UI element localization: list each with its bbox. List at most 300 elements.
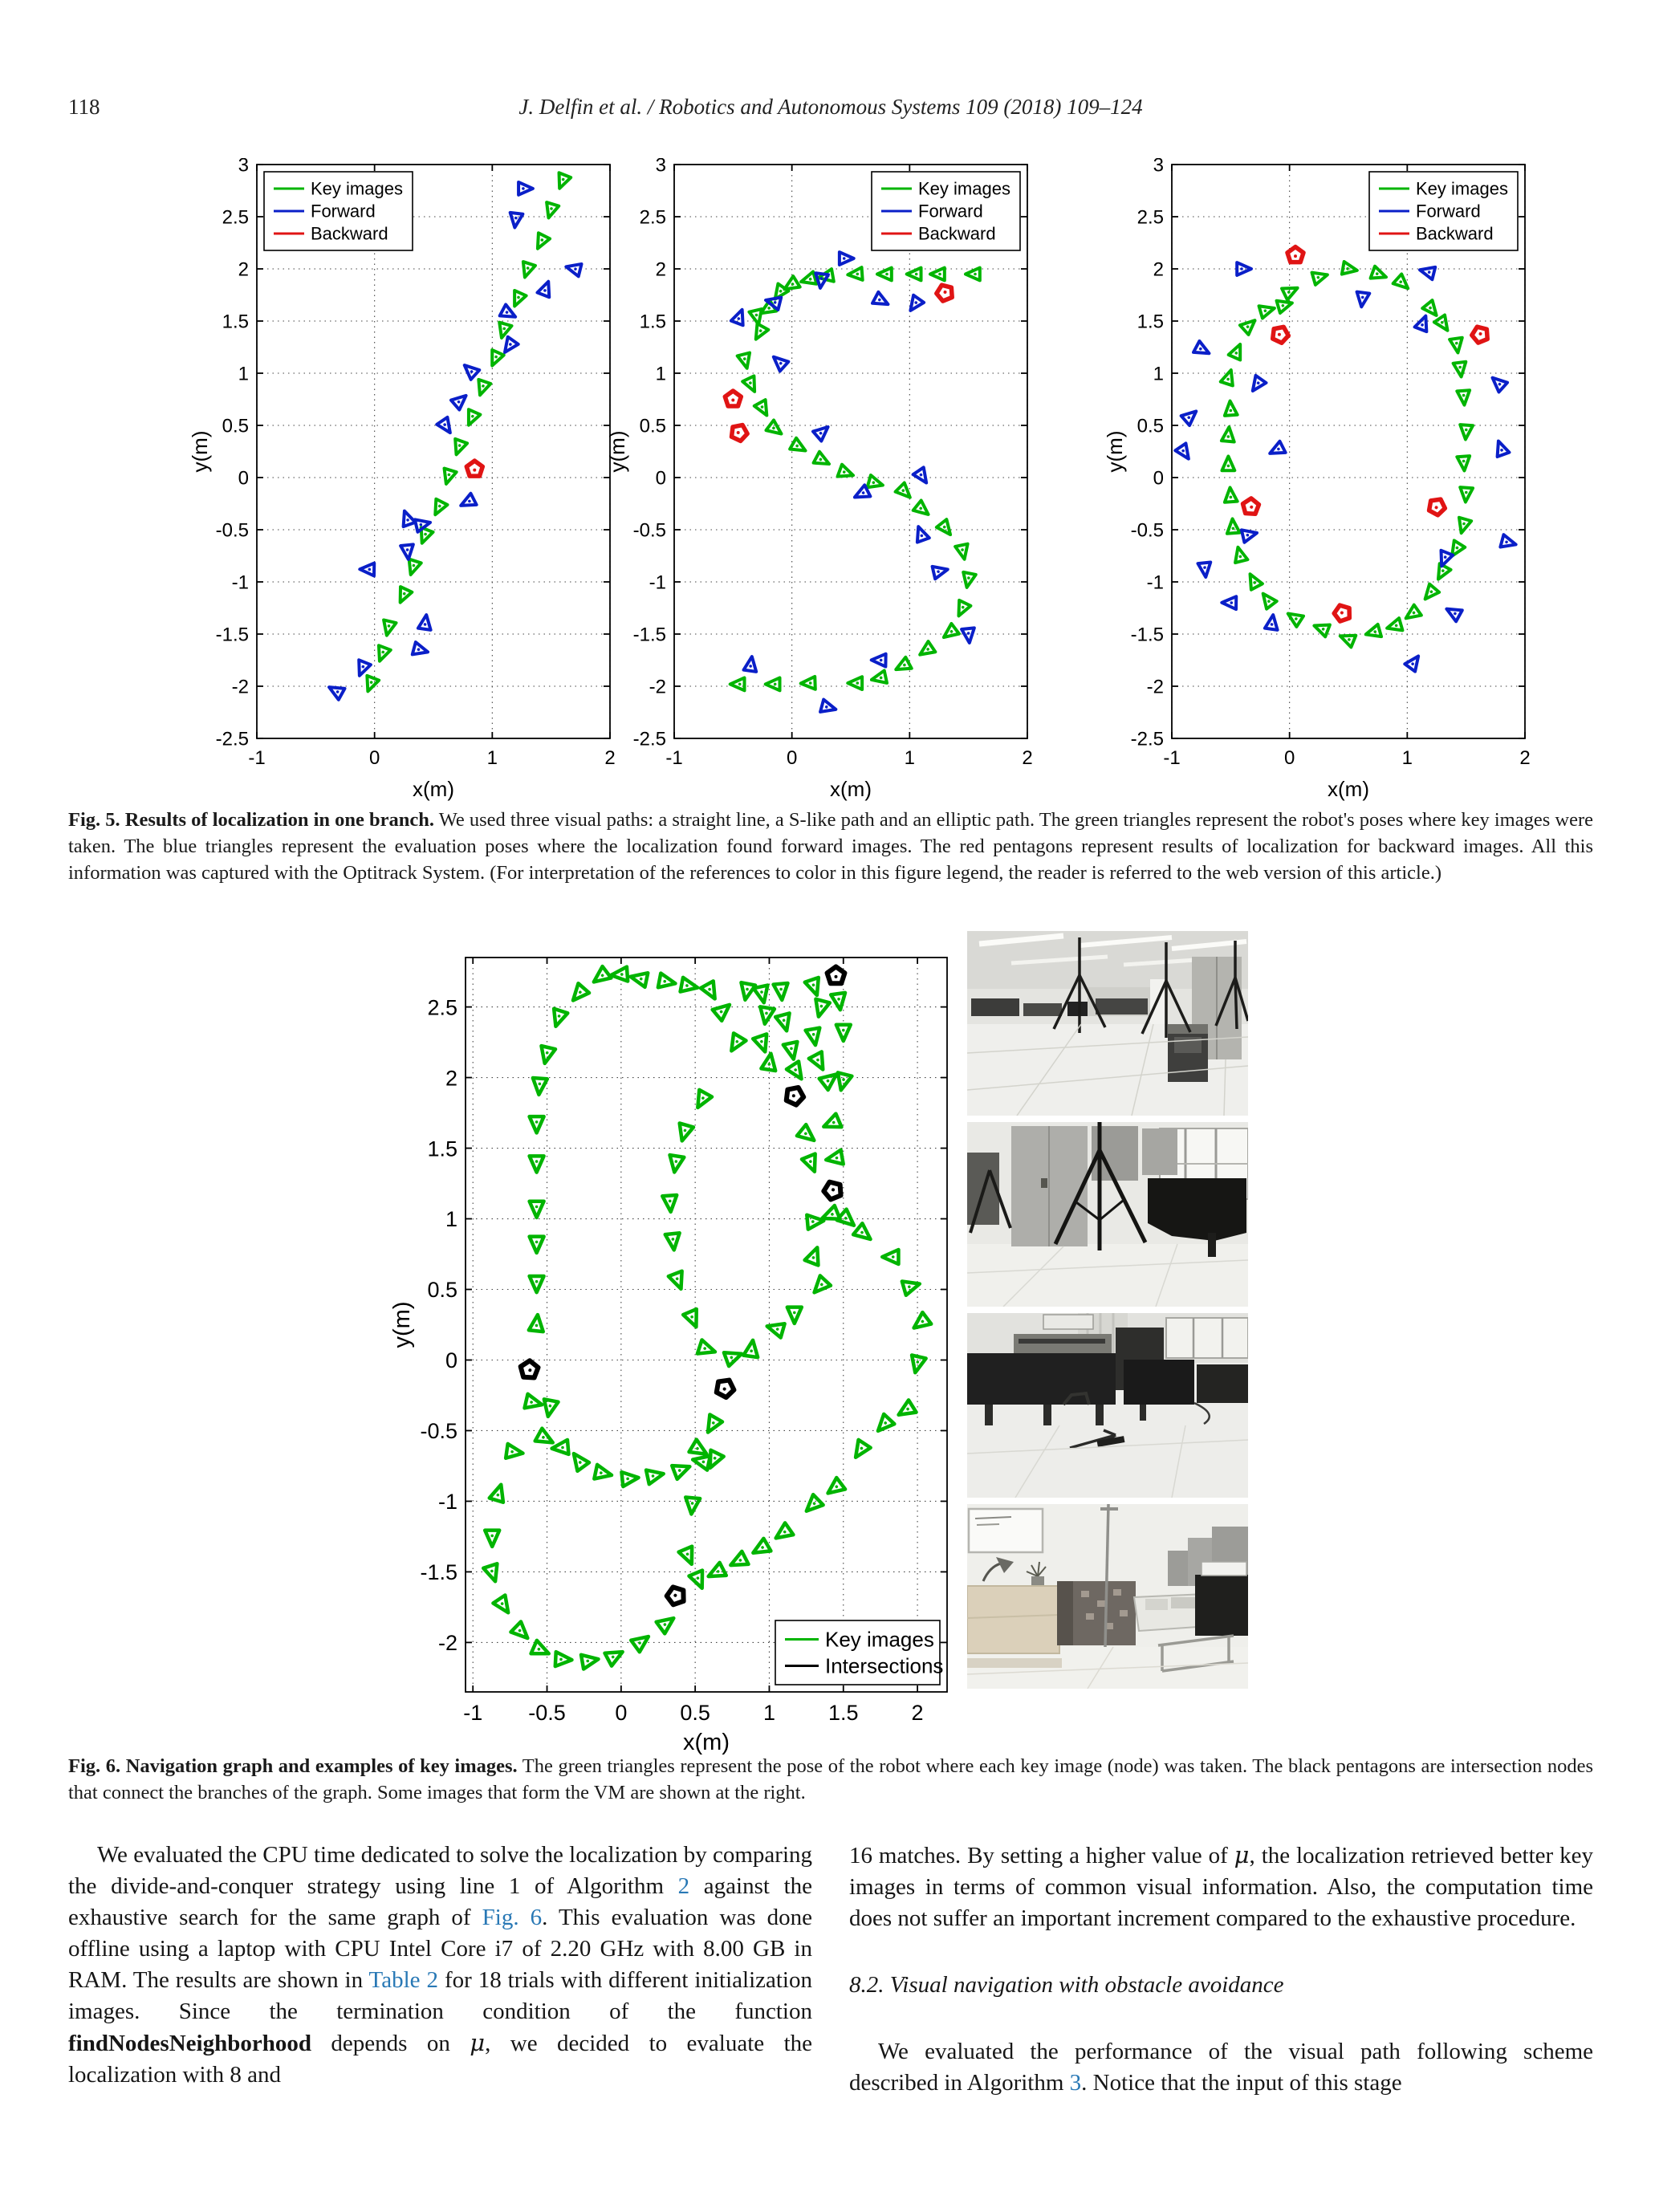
chart-marker-triangle [913,501,933,520]
chart-marker-triangle [697,1340,718,1358]
fig6-photo-lab-room-wide [967,931,1248,1116]
y-tick-label: -2.5 [215,728,249,750]
chart-marker-pentagon [1426,495,1448,516]
body-column-left [68,1840,812,2091]
chart-marker-triangle [962,628,976,643]
y-axis-label: y(m) [389,1301,415,1348]
fig6-navigation-graph-canvas [377,951,963,1756]
y-tick-label: -0.5 [215,519,249,542]
chart-marker-triangle [681,978,699,995]
y-tick-label: -1.5 [215,624,249,646]
chart-marker-triangle [621,1470,639,1486]
y-tick-label: -2 [1146,676,1164,698]
chart-marker-triangle [774,983,790,1001]
chart-marker-triangle [1459,487,1473,502]
chart-marker-triangle [458,494,477,511]
chart-marker-triangle [530,1156,544,1172]
chart-marker-triangle [907,268,921,281]
fig6-photo-lounge-room [967,1504,1248,1689]
photo-lab-room-art [967,931,1248,1116]
fig6-photo-desks-row [967,1313,1248,1498]
chart-marker-triangle [568,1450,589,1471]
chart-marker-triangle [437,417,455,437]
chart-marker-triangle [537,279,554,297]
body-paragraph [849,1840,1593,1934]
chart-marker-triangle [525,1394,544,1412]
chart-marker-triangle [1418,264,1435,280]
chart-marker-triangle [530,1237,544,1253]
legend-entry-label: Backward [918,223,996,244]
y-tick-label: -1 [1146,571,1164,594]
chart-marker-triangle [872,653,886,666]
chart-marker-triangle [765,1319,784,1338]
y-tick-label: 2.5 [639,206,666,229]
chart-marker-triangle [809,1051,829,1072]
chart-marker-triangle [724,1347,744,1366]
chart-marker-triangle [701,981,722,1002]
chart-marker-triangle [802,1154,821,1175]
y-tick-label: 2 [238,258,249,281]
chart-marker-triangle [753,1034,772,1054]
chart-marker-triangle [532,233,550,251]
chart-marker-triangle [738,982,756,1001]
chart-marker-triangle [689,1571,708,1592]
x-tick-label: 1.5 [827,1701,859,1725]
chart-marker-triangle [823,1478,845,1499]
y-tick-label: -2 [649,676,666,698]
chart-marker-triangle [1402,605,1421,624]
x-tick-label: -1 [248,747,266,769]
x-tick-label: 2 [1519,747,1531,769]
chart-marker-triangle [1193,341,1212,359]
chart-marker-triangle [775,1013,794,1032]
y-tick-label: -2.5 [1130,728,1164,750]
chart-marker-triangle [589,966,611,988]
chart-marker-triangle [790,438,808,457]
text-run: against the exhaustive search for the same graph of [68,1873,812,1930]
y-tick-label: 2 [655,258,666,281]
x-tick-label: 1 [904,747,916,769]
chart-marker-pentagon [714,1376,737,1399]
fig5-plot-s-like-path [598,158,1043,807]
chart-marker-pentagon [935,284,954,303]
chart-marker-triangle [1434,315,1453,335]
chart-marker-triangle [326,681,344,699]
chart-marker-triangle [1393,274,1413,293]
chart-marker-triangle [744,656,758,672]
text-run: 16 matches. By setting a higher value of [849,1843,1234,1868]
photo-lounge-room-art [967,1504,1248,1689]
y-tick-label: 0.5 [222,415,249,437]
chart-marker-pentagon [466,461,482,476]
chart-marker-triangle [450,439,467,457]
chart-marker-triangle [814,452,832,470]
chart-marker-triangle [362,676,379,693]
y-tick-label: 0.5 [639,415,666,437]
chart-marker-triangle [895,1400,917,1421]
chart-marker-triangle [882,1250,898,1264]
chart-marker-triangle [1364,624,1381,640]
y-tick-label: 3 [1153,158,1164,177]
chart-marker-triangle [531,1641,552,1661]
chart-marker-triangle [852,485,870,502]
x-axis-label: x(m) [1328,777,1369,801]
chart-marker-triangle [727,1551,748,1572]
fig5-plot-elliptic-path [1096,158,1541,807]
chart-marker-pentagon [827,966,845,983]
chart-marker-triangle [440,469,456,486]
chart-marker-triangle [629,970,649,987]
text-run: for 18 trials with different initialization images. Since the termination condition of the function [68,1967,812,2024]
legend-entry-label: Forward [311,201,376,222]
chart-marker-triangle [1221,368,1238,386]
y-axis-label: y(m) [605,430,629,473]
chart-marker-triangle [770,352,789,372]
journal-running-title: J. Delfin et al. / Robotics and Autonomous Systems 109 (2018) 109–124 [518,95,1143,119]
y-tick-label: -2.5 [632,728,666,750]
y-tick-label: 1.5 [222,311,249,333]
y-tick-label: -0.5 [1130,519,1164,542]
chart-marker-triangle [811,999,830,1019]
legend-entry-label: Key images [918,178,1010,199]
chart-marker-triangle [529,1314,545,1332]
chart-marker-pentagon [1240,496,1260,516]
y-tick-label: 0 [655,467,666,490]
fig6-caption-label: Fig. 6. [68,1755,121,1777]
chart-marker-triangle [530,1202,544,1218]
chart-marker-triangle [836,1025,851,1041]
fig5-caption [68,807,1593,886]
chart-marker-triangle [1312,269,1329,285]
chart-marker-triangle [1282,283,1300,300]
chart-marker-triangle [374,645,391,663]
chart-marker-triangle [1265,614,1279,630]
chart-marker-triangle [657,1612,678,1633]
ref-link[interactable]: 2 [677,1873,690,1899]
chart-marker-triangle [821,1114,842,1133]
chart-marker-triangle [1459,425,1473,440]
photo-tripod-closeup-art [967,1122,1248,1307]
chart-marker-triangle [877,268,892,281]
chart-marker-triangle [937,519,955,539]
chart-marker-triangle [1229,342,1246,360]
chart-marker-triangle [1232,546,1248,563]
chart-marker-triangle [1457,390,1470,405]
fig5-s-like-path-canvas [598,158,1043,803]
fig6-navigation-graph-plot [377,951,963,1760]
y-tick-label: -2 [231,676,249,698]
y-tick-label: -1 [231,571,249,594]
chart-marker-triangle [743,1340,760,1358]
chart-marker-triangle [549,1009,567,1029]
ref-link[interactable]: 3 [1069,2070,1082,2096]
ref-link[interactable]: Fig. 6 [482,1905,543,1930]
chart-marker-triangle [787,1061,807,1083]
chart-marker-triangle [1237,262,1251,275]
chart-marker-triangle [799,272,816,288]
chart-marker-pentagon [786,1086,804,1105]
chart-marker-pentagon [822,1181,843,1202]
x-tick-label: 0 [615,1701,628,1725]
ref-link[interactable]: Table 2 [368,1967,438,1993]
chart-marker-triangle [953,600,970,619]
y-tick-label: 1.5 [427,1136,457,1161]
chart-marker-triangle [805,1245,824,1265]
chart-marker-triangle [761,1052,778,1071]
chart-marker-triangle [809,1275,831,1297]
chart-marker-triangle [485,1531,499,1547]
text-run: , we decided to evaluate the localization with 8 and [68,2031,813,2088]
x-tick-label: 1 [486,747,498,769]
fig5-straight-line-canvas [181,158,626,803]
photo-desks-row-art [967,1313,1248,1498]
chart-marker-triangle [738,353,754,370]
chart-marker-triangle [429,499,447,518]
chart-marker-triangle [705,1563,726,1583]
chart-marker-triangle [541,1399,559,1417]
chart-marker-triangle [1240,315,1259,335]
chart-marker-triangle [360,563,374,575]
legend-entry-label: Key images [311,178,403,199]
chart-marker-triangle [1338,630,1356,647]
chart-marker-triangle [684,1497,700,1515]
chart-marker-triangle [1222,456,1234,470]
chart-marker-triangle [1226,518,1240,534]
chart-marker-triangle [658,974,677,991]
y-axis-label: y(m) [1103,430,1127,473]
chart-marker-triangle [726,1033,746,1055]
y-tick-label: 1.5 [1136,311,1164,333]
chart-marker-triangle [754,986,771,1005]
chart-marker-pentagon [725,391,741,406]
chart-marker-triangle [1444,604,1462,621]
chart-marker-triangle [807,1214,824,1230]
chart-marker-triangle [418,614,433,630]
chart-marker-triangle [872,1414,894,1436]
y-tick-label: 2.5 [222,206,249,229]
chart-marker-triangle [413,642,429,658]
fig5-plot-straight-line [181,158,626,807]
chart-marker-triangle [398,509,415,527]
chart-marker-triangle [594,1465,613,1482]
chart-marker-triangle [1284,608,1303,627]
chart-marker-triangle [1415,314,1432,331]
x-tick-label: -1 [463,1701,483,1725]
chart-marker-triangle [1500,535,1517,551]
chart-marker-triangle [1175,443,1193,462]
chart-marker-triangle [1355,292,1369,308]
chart-marker-triangle [531,1078,547,1095]
x-tick-label: 0 [368,747,380,769]
x-tick-label: -1 [665,747,683,769]
chart-marker-triangle [933,563,949,579]
text-run: . Notice that the input of this stage [1081,2070,1402,2096]
y-tick-label: -1.5 [632,624,666,646]
chart-marker-triangle [800,677,815,689]
chart-marker-triangle [742,376,760,394]
chart-marker-triangle [1224,487,1238,502]
y-tick-label: 1 [445,1207,457,1232]
math-symbol: μ [1234,1841,1250,1868]
chart-marker-triangle [750,1539,771,1559]
chart-marker-triangle [483,1563,502,1584]
y-tick-label: -1.5 [420,1560,457,1585]
chart-marker-triangle [581,1652,600,1669]
chart-marker-triangle [1492,439,1509,457]
x-tick-label: 0 [1283,747,1295,769]
text-run: We evaluated the CPU time dedicated to solve the localization by comparing the divide-and-conquer strategy using line 1 of Algorithm [68,1842,812,1899]
y-tick-label: 2 [445,1066,457,1091]
chart-marker-triangle [669,1271,688,1291]
fig5-elliptic-path-canvas [1096,158,1541,803]
chart-marker-triangle [1242,527,1258,542]
chart-marker-pentagon [1272,326,1289,344]
chart-marker-triangle [662,1195,677,1212]
fig6-caption-title: Navigation graph and examples of key images. [125,1755,518,1777]
body-paragraph [68,1840,812,2091]
chart-marker-triangle [1181,406,1201,425]
y-tick-label: 1 [238,363,249,385]
chart-marker-triangle [848,267,863,281]
chart-marker-triangle [405,559,421,577]
chart-marker-triangle [872,292,891,310]
legend-entry-label: Key images [825,1627,934,1652]
fig6-caption-text: The green triangles represent the pose of the robot where each key image (node) was taken. The black pentagons are intersection nodes that connect the branches of the graph. Some images that form the VM are shown at the right. [68,1755,1594,1803]
chart-marker-triangle [750,323,768,342]
text-run: depends on [311,2031,470,2056]
math-symbol: μ [470,2029,486,2056]
x-tick-label: 0 [786,747,798,769]
chart-marker-triangle [530,1276,544,1292]
y-tick-label: 3 [238,158,249,177]
y-tick-label: 0 [238,467,249,490]
y-tick-label: 2.5 [1136,206,1164,229]
chart-marker-triangle [691,1090,712,1111]
x-tick-label: -0.5 [528,1701,566,1725]
x-tick-label: 1 [762,1701,775,1725]
bold-term: findNodesNeighborhood [68,2031,311,2056]
chart-marker-triangle [518,262,535,279]
chart-marker-triangle [868,475,884,491]
axes-frame [466,958,947,1692]
y-tick-label: -0.5 [632,519,666,542]
chart-marker-triangle [490,1482,508,1502]
text-run: 8.2. Visual navigation with obstacle avoidance [849,1972,1284,1998]
chart-marker-pentagon [665,1584,689,1608]
chart-marker-triangle [805,978,824,998]
chart-marker-triangle [1245,571,1263,590]
chart-marker-triangle [474,380,491,397]
x-tick-label: 2 [604,747,616,769]
chart-marker-triangle [905,295,924,315]
chart-marker-triangle [1222,596,1236,609]
chart-marker-triangle [605,1645,626,1665]
chart-marker-triangle [1267,441,1286,459]
y-tick-label: -2 [437,1631,457,1656]
chart-marker-pentagon [731,424,748,441]
y-tick-label: 0 [1153,467,1164,490]
chart-marker-triangle [917,641,936,660]
chart-marker-triangle [486,350,504,368]
legend-entry-label: Intersections [825,1653,944,1678]
y-tick-label: -1 [437,1490,457,1515]
chart-marker-triangle [870,670,887,685]
x-tick-label: 2 [1022,747,1033,769]
chart-marker-triangle [806,1028,823,1047]
chart-marker-triangle [401,544,415,559]
chart-marker-pentagon [1470,326,1490,344]
y-tick-label: 0.5 [427,1278,457,1303]
chart-marker-triangle [781,276,800,295]
chart-marker-triangle [509,291,527,309]
y-tick-label: -1.5 [1130,624,1164,646]
x-axis-label: x(m) [683,1730,730,1755]
fig5-caption-title: Results of localization in one branch. [124,809,435,831]
chart-marker-triangle [530,1116,544,1132]
chart-marker-triangle [754,400,772,418]
chart-marker-triangle [961,572,976,589]
chart-marker-triangle [730,677,745,690]
y-tick-label: 0 [445,1348,457,1373]
chart-marker-triangle [850,1440,871,1462]
chart-marker-pentagon [518,1358,539,1380]
chart-marker-triangle [554,173,571,190]
y-tick-label: 2 [1153,258,1164,281]
y-tick-label: 3 [655,158,666,177]
chart-marker-triangle [896,482,915,502]
chart-marker-triangle [701,1414,722,1436]
chart-marker-triangle [713,999,734,1021]
chart-marker-triangle [451,391,470,410]
x-axis-label: x(m) [830,777,872,801]
chart-marker-triangle [646,1466,665,1484]
chart-marker-triangle [797,1124,819,1146]
chart-marker-triangle [731,307,748,325]
x-tick-label: -1 [1163,747,1181,769]
x-tick-label: 1 [1401,747,1413,769]
chart-marker-triangle [672,1460,692,1479]
legend-entry-label: Forward [918,201,983,222]
x-axis-label: x(m) [413,777,454,801]
legend-entry-label: Key images [1416,178,1508,199]
chart-marker-triangle [1450,338,1464,354]
chart-marker-triangle [1371,266,1389,283]
y-tick-label: -1 [649,571,666,594]
legend-entry-label: Forward [1416,201,1481,222]
chart-marker-triangle [510,1621,532,1643]
chart-marker-triangle [1222,426,1235,441]
y-tick-label: 2.5 [427,995,457,1020]
chart-marker-triangle [766,677,780,690]
chart-marker-triangle [1247,376,1266,395]
fig6-photo-tripod-closeup [967,1122,1248,1307]
y-tick-label: 0.5 [1136,415,1164,437]
running-header [68,95,1593,120]
chart-marker-triangle [834,1072,852,1092]
chart-marker-triangle [631,1631,653,1652]
chart-marker-triangle [394,587,412,605]
chart-marker-triangle [1258,590,1276,609]
chart-marker-triangle [787,1307,802,1324]
chart-marker-triangle [506,1444,524,1461]
chart-marker-triangle [1421,584,1440,604]
fig6-key-image-photos [967,931,1248,1689]
chart-marker-triangle [838,465,856,482]
chart-marker-triangle [1224,401,1238,416]
chart-marker-triangle [893,657,912,675]
chart-marker-triangle [840,252,854,265]
chart-marker-triangle [460,360,479,380]
